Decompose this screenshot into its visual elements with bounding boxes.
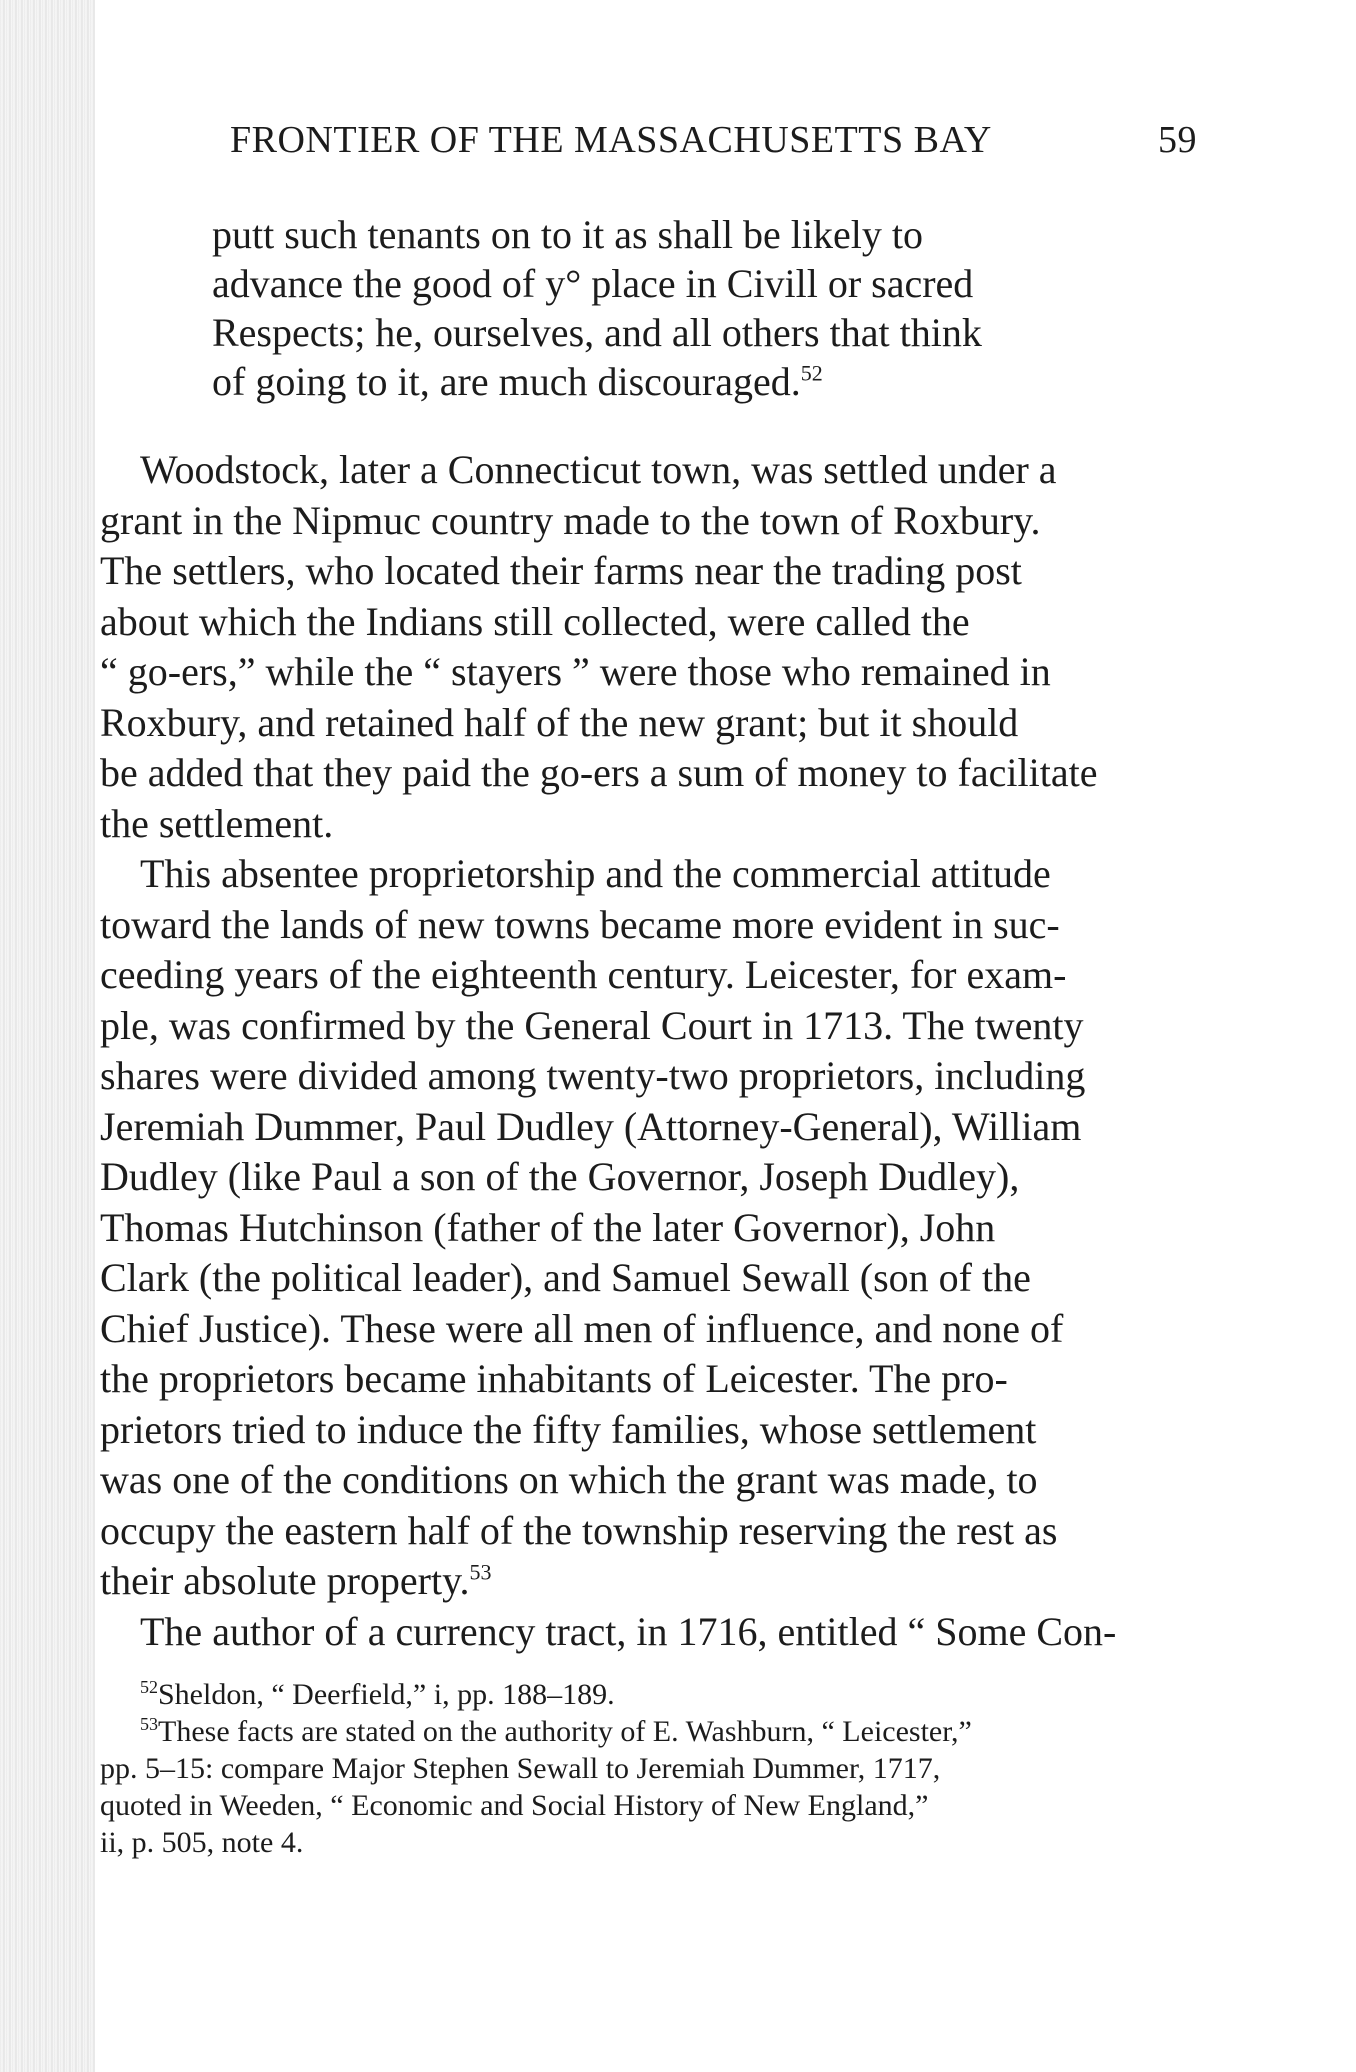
footnote-number: 52 [140, 1677, 158, 1697]
paragraph-line: be added that they paid the go-ers a sum of money to facilitate [100, 750, 1098, 795]
paragraph-line: about which the Indians still collected, were called the [100, 598, 970, 644]
paragraph-line: Chief Justice). These were all men of influence, and none of [100, 1305, 1064, 1351]
paragraph-currency-tract [100, 1607, 1220, 1658]
paragraph-line: The author of a currency tract, in 1716, entitled “ Some Con- [140, 1608, 1117, 1654]
paragraph-line: prietors tried to induce the fifty families, whose settlement [100, 1406, 1037, 1452]
quote-line: putt such tenants on to it as shall be likely to [212, 212, 924, 257]
paragraph-absentee-proprietorship [100, 849, 1220, 1607]
quote-line: advance the good of y° place in Civill or sacred [212, 261, 974, 306]
footnotes [100, 1676, 1220, 1861]
paragraph-line: the settlement. [100, 800, 334, 846]
paragraph-line: shares were divided among twenty-two proprietors, including [100, 1053, 1086, 1098]
footnote-text: These facts are stated on the authority of E. Washburn, “ Leicester,” [158, 1715, 972, 1748]
block-quote [212, 210, 1112, 406]
paragraph-line: Woodstock, later a Connecticut town, was settled under a [140, 447, 1057, 492]
paragraph-line: Roxbury, and retained half of the new grant; but it should [100, 699, 1019, 745]
paragraph-line: the proprietors became inhabitants of Leicester. The pro- [100, 1356, 1008, 1401]
paragraph-line: toward the lands of new towns became more evident in suc- [100, 901, 1060, 947]
book-page [100, 0, 1220, 2072]
paragraph-line-last [100, 1556, 1220, 1607]
running-title: FRONTIER OF THE MASSACHUSETTS BAY [230, 119, 992, 161]
paragraph-line: This absentee proprietorship and the commercial attitude [140, 851, 1051, 896]
paragraph-line: grant in the Nipmuc country made to the town of Roxbury. [100, 497, 1041, 543]
paragraph-line: ple, was confirmed by the General Court in 1713. The twenty [100, 1002, 1084, 1048]
footnote-52 [100, 1676, 1220, 1713]
paragraph-woodstock [100, 445, 1220, 849]
footnote-line: ii, p. 505, note 4. [100, 1826, 304, 1859]
paragraph-line-text: their absolute property. [100, 1558, 470, 1603]
paragraph-line: was one of the conditions on which the grant was made, to [100, 1457, 1038, 1502]
scan-edge-shadow [0, 0, 95, 2072]
quote-line: Respects; he, ourselves, and all others that think [212, 310, 982, 355]
paragraph-line: The settlers, who located their farms near the trading post [100, 548, 1022, 593]
paragraph-line: Thomas Hutchinson (father of the later Governor), John [100, 1204, 996, 1250]
quote-line-text: of going to it, are much discouraged. [212, 359, 801, 404]
page-number: 59 [1158, 119, 1197, 161]
footnote-53 [100, 1713, 1220, 1861]
paragraph-line: “ go-ers,” while the “ stayers ” were those who remained in [100, 649, 1051, 694]
footnote-line [100, 1713, 1220, 1750]
footnote-line: quoted in Weeden, “ Economic and Social History of New England,” [100, 1789, 929, 1822]
footnote-text: Sheldon, “ Deerfield,” i, pp. 188–189. [158, 1678, 615, 1711]
footnote-reference: 53 [469, 1559, 492, 1585]
footnote-number: 53 [140, 1714, 158, 1734]
paragraph-line: Dudley (like Paul a son of the Governor, Joseph Dudley), [100, 1154, 1020, 1199]
paragraph-line: Clark (the political leader), and Samuel Sewall (son of the [100, 1255, 1031, 1300]
body-text [100, 445, 1220, 1657]
footnote-reference: 52 [800, 360, 823, 386]
footnote-line [100, 1676, 1220, 1713]
paragraph-line: occupy the eastern half of the township reserving the rest as [100, 1507, 1058, 1553]
quote-line-last [212, 357, 1112, 406]
footnote-line: pp. 5–15: compare Major Stephen Sewall to Jeremiah Dummer, 1717, [100, 1752, 941, 1785]
paragraph-line: ceeding years of the eighteenth century. Leicester, for exam- [100, 952, 1067, 997]
paragraph-line: Jeremiah Dummer, Paul Dudley (Attorney-General), William [100, 1103, 1082, 1149]
